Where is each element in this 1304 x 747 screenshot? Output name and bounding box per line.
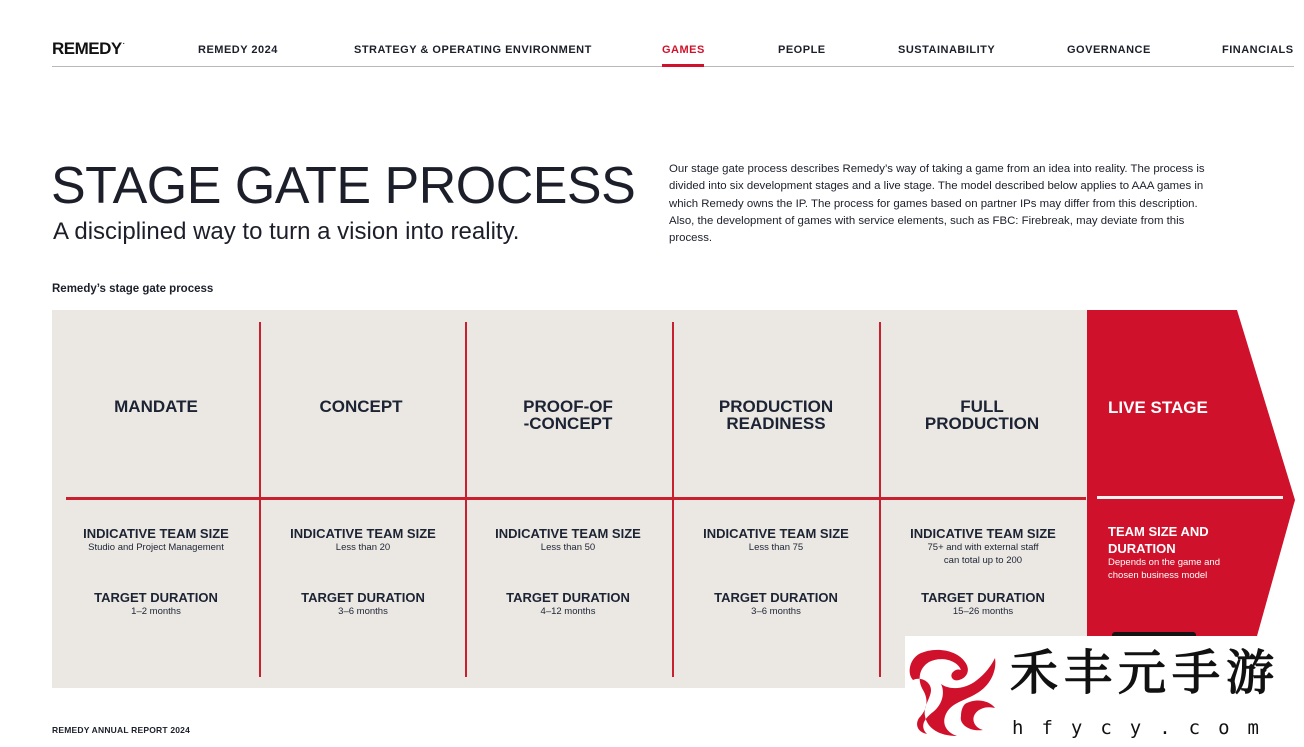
stage-name-live: LIVE STAGE bbox=[1108, 398, 1208, 417]
remedy-logo[interactable]: REMEDY. bbox=[52, 39, 125, 58]
report-footer: REMEDY ANNUAL REPORT 2024 bbox=[52, 725, 191, 735]
watermark-brand: 禾丰元手游 bbox=[1010, 647, 1281, 700]
live-stage-arrow bbox=[1087, 310, 1295, 636]
nav-item-games[interactable]: GAMES bbox=[662, 44, 705, 56]
duration-value: 1–2 months bbox=[131, 606, 181, 617]
stage-gate-line bbox=[66, 497, 1086, 500]
live-heading: TEAM SIZE AND DURATION bbox=[1108, 524, 1209, 556]
duration-heading: TARGET DURATION bbox=[94, 590, 218, 605]
nav-item-governance[interactable]: GOVERNANCE bbox=[1067, 44, 1151, 56]
team-size-value: Less than 20 bbox=[335, 542, 391, 553]
duration-value: 3–6 months bbox=[338, 606, 388, 617]
stage-name-production-readiness: PRODUCTION READINESS bbox=[718, 397, 834, 433]
intro-paragraph: Our stage gate process describes Remedy’s way of taking a game from an idea into reality. The process is divided into six development stages and a live stage. The model described below applies to AAA games in which Remedy owns the IP. The process for games based on partner IPs may differ from this description. Also, the development of games with service elements, such as FBC: Firebreak, may deviate from this process. bbox=[669, 163, 1205, 245]
duration-heading: TARGET DURATION bbox=[714, 590, 838, 605]
live-stage-line bbox=[1097, 496, 1283, 499]
stage-name-proof-of-concept: PROOF-OF -CONCEPT bbox=[523, 397, 613, 433]
duration-value: 15–26 months bbox=[952, 606, 1014, 617]
nav-item-sustainability[interactable]: SUSTAINABILITY bbox=[898, 44, 996, 56]
top-navigation bbox=[52, 36, 1294, 67]
duration-value: 4–12 months bbox=[540, 606, 596, 617]
team-size-heading: INDICATIVE TEAM SIZE bbox=[83, 526, 229, 541]
active-tab-indicator bbox=[662, 64, 704, 67]
dragon-logo-icon bbox=[905, 646, 1005, 738]
nav-item-strategy[interactable]: STRATEGY & OPERATING ENVIRONMENT bbox=[354, 44, 592, 56]
team-size-value: Studio and Project Management bbox=[88, 542, 224, 553]
team-size-heading: INDICATIVE TEAM SIZE bbox=[910, 526, 1056, 541]
duration-heading: TARGET DURATION bbox=[301, 590, 425, 605]
live-description: Depends on the game and chosen business model bbox=[1108, 557, 1220, 581]
team-size-value: Less than 50 bbox=[540, 542, 596, 553]
duration-heading: TARGET DURATION bbox=[921, 590, 1045, 605]
team-size-heading: INDICATIVE TEAM SIZE bbox=[703, 526, 849, 541]
duration-heading: TARGET DURATION bbox=[506, 590, 630, 605]
nav-item-people[interactable]: PEOPLE bbox=[778, 44, 826, 56]
watermark-url: hfycy.com bbox=[1012, 717, 1277, 739]
page-subtitle: A disciplined way to turn a vision into reality. bbox=[53, 218, 520, 245]
stage-name-concept: CONCEPT bbox=[319, 397, 403, 416]
team-size-value: Less than 75 bbox=[748, 542, 804, 553]
page-title: STAGE GATE PROCESS bbox=[51, 157, 636, 215]
nav-item-remedy-2024[interactable]: REMEDY 2024 bbox=[198, 44, 278, 56]
team-size-heading: INDICATIVE TEAM SIZE bbox=[495, 526, 641, 541]
stage-name-mandate: MANDATE bbox=[114, 397, 198, 416]
team-size-heading: INDICATIVE TEAM SIZE bbox=[290, 526, 436, 541]
stage-name-full-production: FULL PRODUCTION bbox=[924, 397, 1040, 433]
nav-item-financials[interactable]: FINANCIALS bbox=[1222, 44, 1294, 56]
team-size-value: 75+ and with external staff can total up to 200 bbox=[927, 542, 1039, 566]
duration-value: 3–6 months bbox=[751, 606, 801, 617]
diagram-label: Remedy’s stage gate process bbox=[52, 283, 214, 295]
